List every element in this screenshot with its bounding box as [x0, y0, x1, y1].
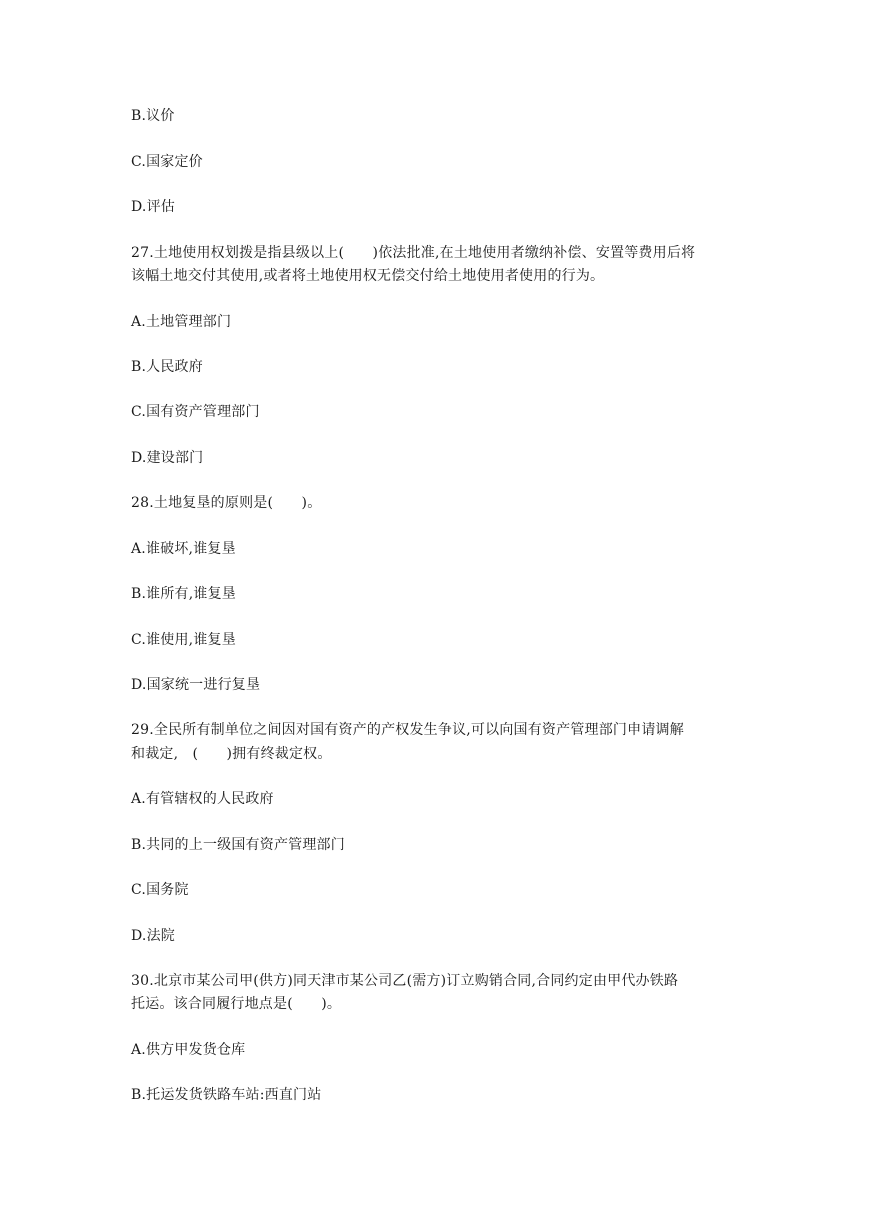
q27-option-a: A.土地管理部门 [131, 314, 232, 330]
q27-option-b: B.人民政府 [131, 359, 203, 375]
q29-option-a: A.有管辖权的人民政府 [131, 791, 274, 807]
question-28-line-1: 28.土地复垦的原则是( )。 [131, 495, 322, 511]
question-29-line-2: 和裁定, ( )拥有终裁定权。 [131, 746, 332, 762]
option-c-line: C.国家定价 [131, 154, 203, 170]
question-30-line-1: 30.北京市某公司甲(供方)同天津市某公司乙(需方)订立购销合同,合同约定由甲代办铁路 [131, 973, 679, 989]
option-d-line: D.评估 [131, 199, 175, 215]
option-b-line: B.议价 [131, 108, 175, 124]
q27-option-c: C.国有资产管理部门 [131, 404, 260, 420]
q28-option-d: D.国家统一进行复垦 [131, 677, 261, 693]
q28-option-b: B.谁所有,谁复垦 [131, 586, 236, 602]
q27-option-d: D.建设部门 [131, 450, 204, 466]
question-30-line-2: 托运。该合同履行地点是( )。 [131, 996, 342, 1012]
q30-option-a: A.供方甲发货仓库 [131, 1042, 246, 1058]
q29-option-d: D.法院 [131, 928, 175, 944]
q29-option-c: C.国务院 [131, 882, 189, 898]
q29-option-b: B.共同的上一级国有资产管理部门 [131, 837, 345, 853]
question-27-line-1: 27.土地使用权划拨是指县级以上( )依法批准,在土地使用者缴纳补偿、安置等费用后将 [131, 245, 696, 261]
q28-option-a: A.谁破坏,谁复垦 [131, 541, 236, 557]
question-29-line-1: 29.全民所有制单位之间因对国有资产的产权发生争议,可以向国有资产管理部门申请调解 [131, 722, 684, 738]
q28-option-c: C.谁使用,谁复垦 [131, 632, 236, 648]
q30-option-b: B.托运发货铁路车站:西直门站 [131, 1087, 322, 1103]
question-27-line-2: 该幅土地交付其使用,或者将土地使用权无偿交付给土地使用者使用的行为。 [131, 268, 605, 284]
